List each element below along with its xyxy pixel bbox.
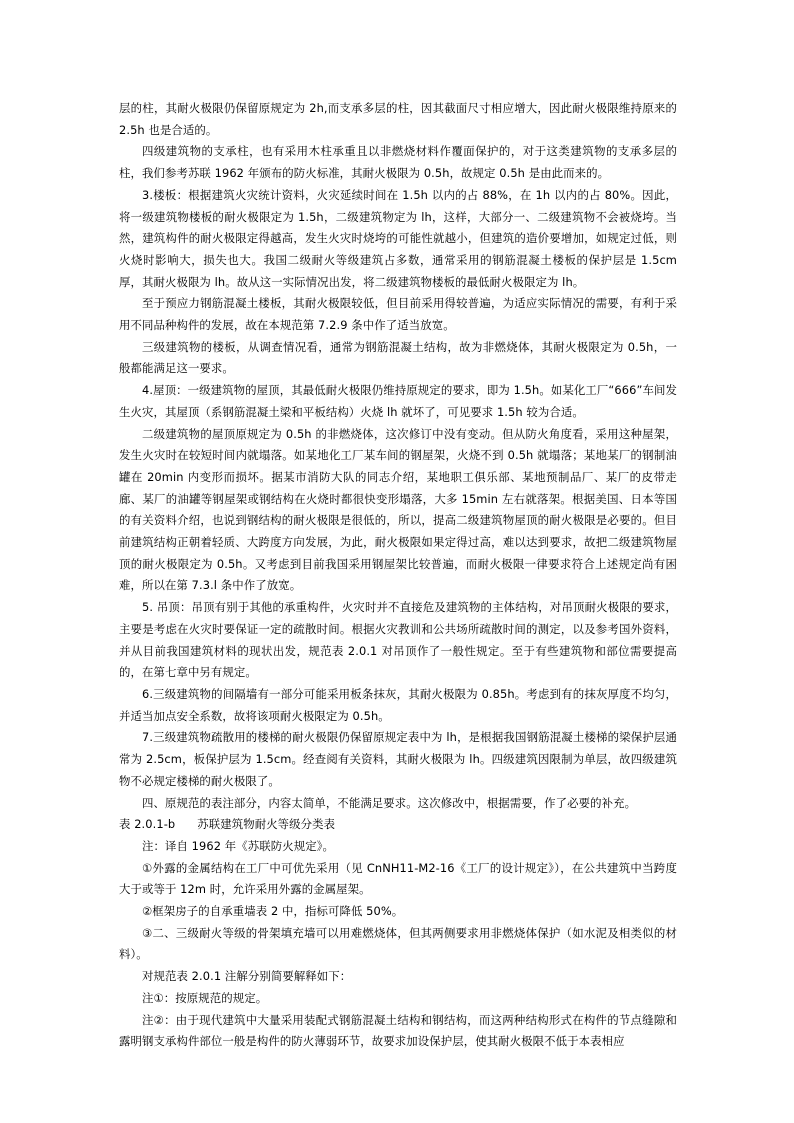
paragraph-19: 注②：由于现代建筑中大量采用装配式钢筋混凝土结构和钢结构，而这两种结构形式在构件的节点缝隙和露明钢支承构件部位一般是构件的防火薄弱环节，故要求加设保护层，使其耐火极限不低于本表相应 [119, 1012, 677, 1049]
document-body [119, 98, 677, 1053]
paragraph-6: 4.屋顶：一级建筑物的屋顶，其最低耐火极限仍维持原规定的要求，即为 1.5h。如某化工厂“666”车间发生火灾，其屋顶（系钢筋混凝土梁和平板结构）火烧 lh 就坏了，可见要求 1.5h 较为合适。 [119, 383, 677, 419]
table-caption [119, 814, 677, 836]
paragraph-13: 注：译自 1962 年《苏联防火规定》。 [142, 838, 334, 853]
paragraph-8: 5. 吊顶：吊顶有别于其他的承重构件，火灾时并不直接危及建筑物的主体结构，对吊顶耐火极限的要求，主要是考虑在火灾时要保证一定的疏散时间。根据火灾教训和公共场所疏散时间的测定，以及参考国外资料，并从目前我国建筑材料的现状出发，规范表 2.0.1 对吊顶作了一般性规定。至于有些建筑物和部位需要提高的，在第七章中另有规定。 [119, 600, 677, 680]
paragraph-16: ③二、三级耐火等级的骨架填充墙可以用难燃烧体，但其两侧要求用非燃烧体保护（如水泥及相类似的材料）。 [119, 925, 677, 962]
paragraph-14: ①外露的金属结构在工厂中可优先采用（见 CnNH11-M2-16《工厂的设计规定》），在公共建筑中当跨度大于或等于 12m 时，允许采用外露的金属屋架。 [119, 860, 677, 897]
paragraph-18: 注①：按原规范的规定。 [142, 990, 268, 1005]
paragraph-4: 至于预应力钢筋混凝土楼板，其耐火极限较低，但目前采用得较普遍，为适应实际情况的需要，有利于采用不同品种构件的发展，故在本规范第 7.2.9 条中作了适当放宽。 [119, 296, 677, 333]
paragraph-1: 层的柱，其耐火极限仍保留原规定为 2h,而支承多层的柱，因其截面尺寸相应增大，因此耐火极限维持原来的 2.5h 也是合适的。 [119, 101, 677, 137]
paragraph-10: 7.三级建筑物疏散用的楼梯的耐火极限仍保留原规定表中为 lh，是根据我国钢筋混凝土楼梯的梁保护层通常为 2.5cm，板保护层为 1.5cm。经查阅有关资料，其耐火极限为 lh。四级建筑因限制为单层，故四级建筑物不必规定楼梯的耐火极限了。 [119, 730, 677, 788]
paragraph-3: 3.楼板：根据建筑火灾统计资料，火灾延续时间在 1.5h 以内的占 88%，在 1h 以内的占 80%。因此，将一级建筑物楼板的耐火极限定为 1.5h，二级建筑物定为 lh，这样，大部分一、二级建筑物不会被烧垮。当然，建筑构件的耐火极限定得越高，发生火灾时烧垮的可能性就越小，但建筑的造价要增加，如规定过低，则火烧时影响大，损失也大。我国二级耐火等级建筑占多数，通常采用的钢筋混凝土楼板的保护层是 1.5cm 厚，其耐火极限为 lh。故从这一实际情况出发，将二级建筑物楼板的最低耐火极限定为 lh。 [119, 187, 677, 289]
paragraph-5: 三级建筑物的楼板，从调查情况看，通常为钢筋混凝土结构，故为非燃烧体，其耐火极限定为 0.5h，一般都能满足这一要求。 [119, 339, 677, 376]
paragraph-15: ②框架房子的自承重墙表 2 中，指标可降低 50%。 [142, 904, 404, 919]
table-caption-title: 苏联建筑物耐火等级分类表 [197, 817, 336, 832]
paragraph-11: 四、原规范的表注部分，内容太简单，不能满足要求。这次修改中，根据需要，作了必要的补充。 [142, 795, 637, 810]
paragraph-9: 6.三级建筑物的间隔墙有一部分可能采用板条抹灰，其耐火极限为 0.85h。考虑到有的抹灰厚度不均匀，并适当加点安全系数，故将该项耐火极限定为 0.5h。 [119, 686, 677, 723]
paragraph-7: 二级建筑物的屋顶原规定为 0.5h 的非燃烧体，这次修订中没有变动。但从防火角度看，采用这种屋架，发生火灾时在较短时间内就塌落。如某地化工厂某车间的钢屋架，火烧不到 0.5h 就塌落；某地某厂的钢制油罐在 20min 内变形而损坏。据某市消防大队的同志介绍，某地职工俱乐部、某地预制品厂、某厂的皮带走廊、某厂的油罐等钢屋架或钢结构在火烧时都很快变形塌落，大多 15min 左右就落架。根据美国、日本等国的有关资料介绍，也说到钢结构的耐火极限是很低的，所以，提高二级建筑物屋顶的耐火极限是必要的。但目前建筑结构正朝着轻质、大跨度方向发展，为此，耐火极限如果定得过高，难以达到要求，故把二级建筑物屋顶的耐火极限定为 0.5h。又考虑到目前我国采用钢屋架比较普遍，而耐火极限一律要求符合上述规定尚有困难，所以在第 7.3.l 条中作了放宽。 [119, 426, 677, 593]
paragraph-17: 对规范表 2.0.1 注解分别简要解释如下： [142, 969, 352, 984]
paragraph-2: 四级建筑物的支承柱，也有采用木柱承重且以非燃烧材料作覆面保护的，对于这类建筑物的支承多层的柱，我们参考苏联 1962 年颁布的防火标准，其耐火极限为 0.5h，故规定 0.5h 是由此而来的。 [119, 144, 677, 181]
table-caption-label: 表 2.0.1-b [119, 817, 176, 832]
